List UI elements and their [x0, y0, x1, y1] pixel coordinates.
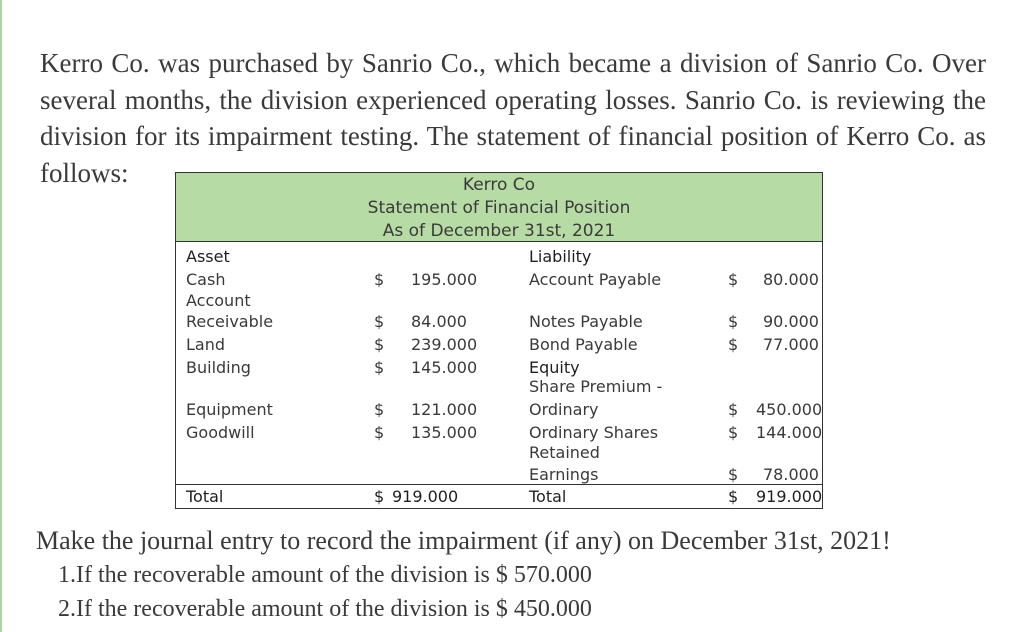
question-1: 1.If the recoverable amount of the division is $ 570.000 [58, 562, 592, 588]
table-header [176, 173, 822, 242]
equity-header: Equity [529, 358, 580, 377]
asset-amount: 239.000 [411, 335, 478, 354]
company-name: Kerro Co [462, 175, 536, 195]
task-instruction: Make the journal entry to record the impairment (if any) on December 31st, 2021! [36, 526, 891, 555]
total-divider [176, 484, 822, 485]
asset-amount: 84.000 [411, 312, 467, 331]
liability-amount: 144.000 [756, 423, 823, 442]
currency-symbol: $ [374, 423, 385, 442]
asset-label: Land [186, 335, 226, 354]
currency-symbol: $ [728, 312, 739, 331]
liability-amount: 77.000 [763, 335, 819, 354]
liability-label: Notes Payable [529, 312, 643, 331]
liability-label: Ordinary [529, 400, 599, 419]
total-assets: 919.000 [392, 487, 459, 506]
asset-label: Building [186, 358, 251, 377]
statement-date: As of December 31st, 2021 [382, 221, 616, 241]
asset-header: Asset [186, 247, 230, 266]
currency-symbol: $ [374, 400, 385, 419]
currency-symbol: $ [374, 358, 385, 377]
liability-amount: 80.000 [763, 270, 819, 289]
liability-label: Earnings [529, 465, 599, 484]
liability-label: Account Payable [529, 270, 662, 289]
currency-symbol: $ [374, 487, 385, 506]
currency-symbol: $ [374, 312, 385, 331]
currency-symbol: $ [728, 270, 739, 289]
liability-label: Ordinary Shares [529, 423, 659, 442]
asset-amount: 121.000 [411, 400, 478, 419]
liability-amount: 90.000 [763, 312, 819, 331]
liability-amount: 78.000 [763, 465, 819, 484]
asset-label: Equipment [186, 400, 273, 419]
currency-symbol: $ [374, 270, 385, 289]
statement-title: Statement of Financial Position [367, 198, 631, 218]
asset-label: Receivable [186, 312, 274, 331]
financial-position-table [175, 172, 823, 509]
asset-amount: 145.000 [411, 358, 478, 377]
left-accent-rule [0, 0, 2, 632]
liability-label: Share Premium - [529, 377, 663, 396]
asset-label: Account [186, 291, 251, 310]
total-liabilities-equity: 919.000 [756, 487, 823, 506]
liability-header: Liability [529, 247, 592, 266]
asset-label: Cash [186, 270, 226, 289]
currency-symbol: $ [728, 400, 739, 419]
liability-amount: 450.000 [756, 400, 823, 419]
problem-intro: Kerro Co. was purchased by Sanrio Co., which became a division of Sanrio Co. Over several months, the division experienced operating losses. Sanrio Co. is reviewing the division for its impairment testing. The statement of financial position of Kerro Co. as follows: [40, 48, 986, 188]
liability-label: Retained [529, 443, 600, 462]
asset-amount: 195.000 [411, 270, 478, 289]
total-label: Total [186, 487, 224, 506]
question-2: 2.If the recoverable amount of the division is $ 450.000 [58, 596, 592, 622]
liability-label: Bond Payable [529, 335, 638, 354]
currency-symbol: $ [728, 465, 739, 484]
total-label: Total [529, 487, 567, 506]
currency-symbol: $ [728, 335, 739, 354]
asset-amount: 135.000 [411, 423, 478, 442]
asset-label: Goodwill [186, 423, 255, 442]
currency-symbol: $ [374, 335, 385, 354]
currency-symbol: $ [728, 487, 739, 506]
currency-symbol: $ [728, 423, 739, 442]
